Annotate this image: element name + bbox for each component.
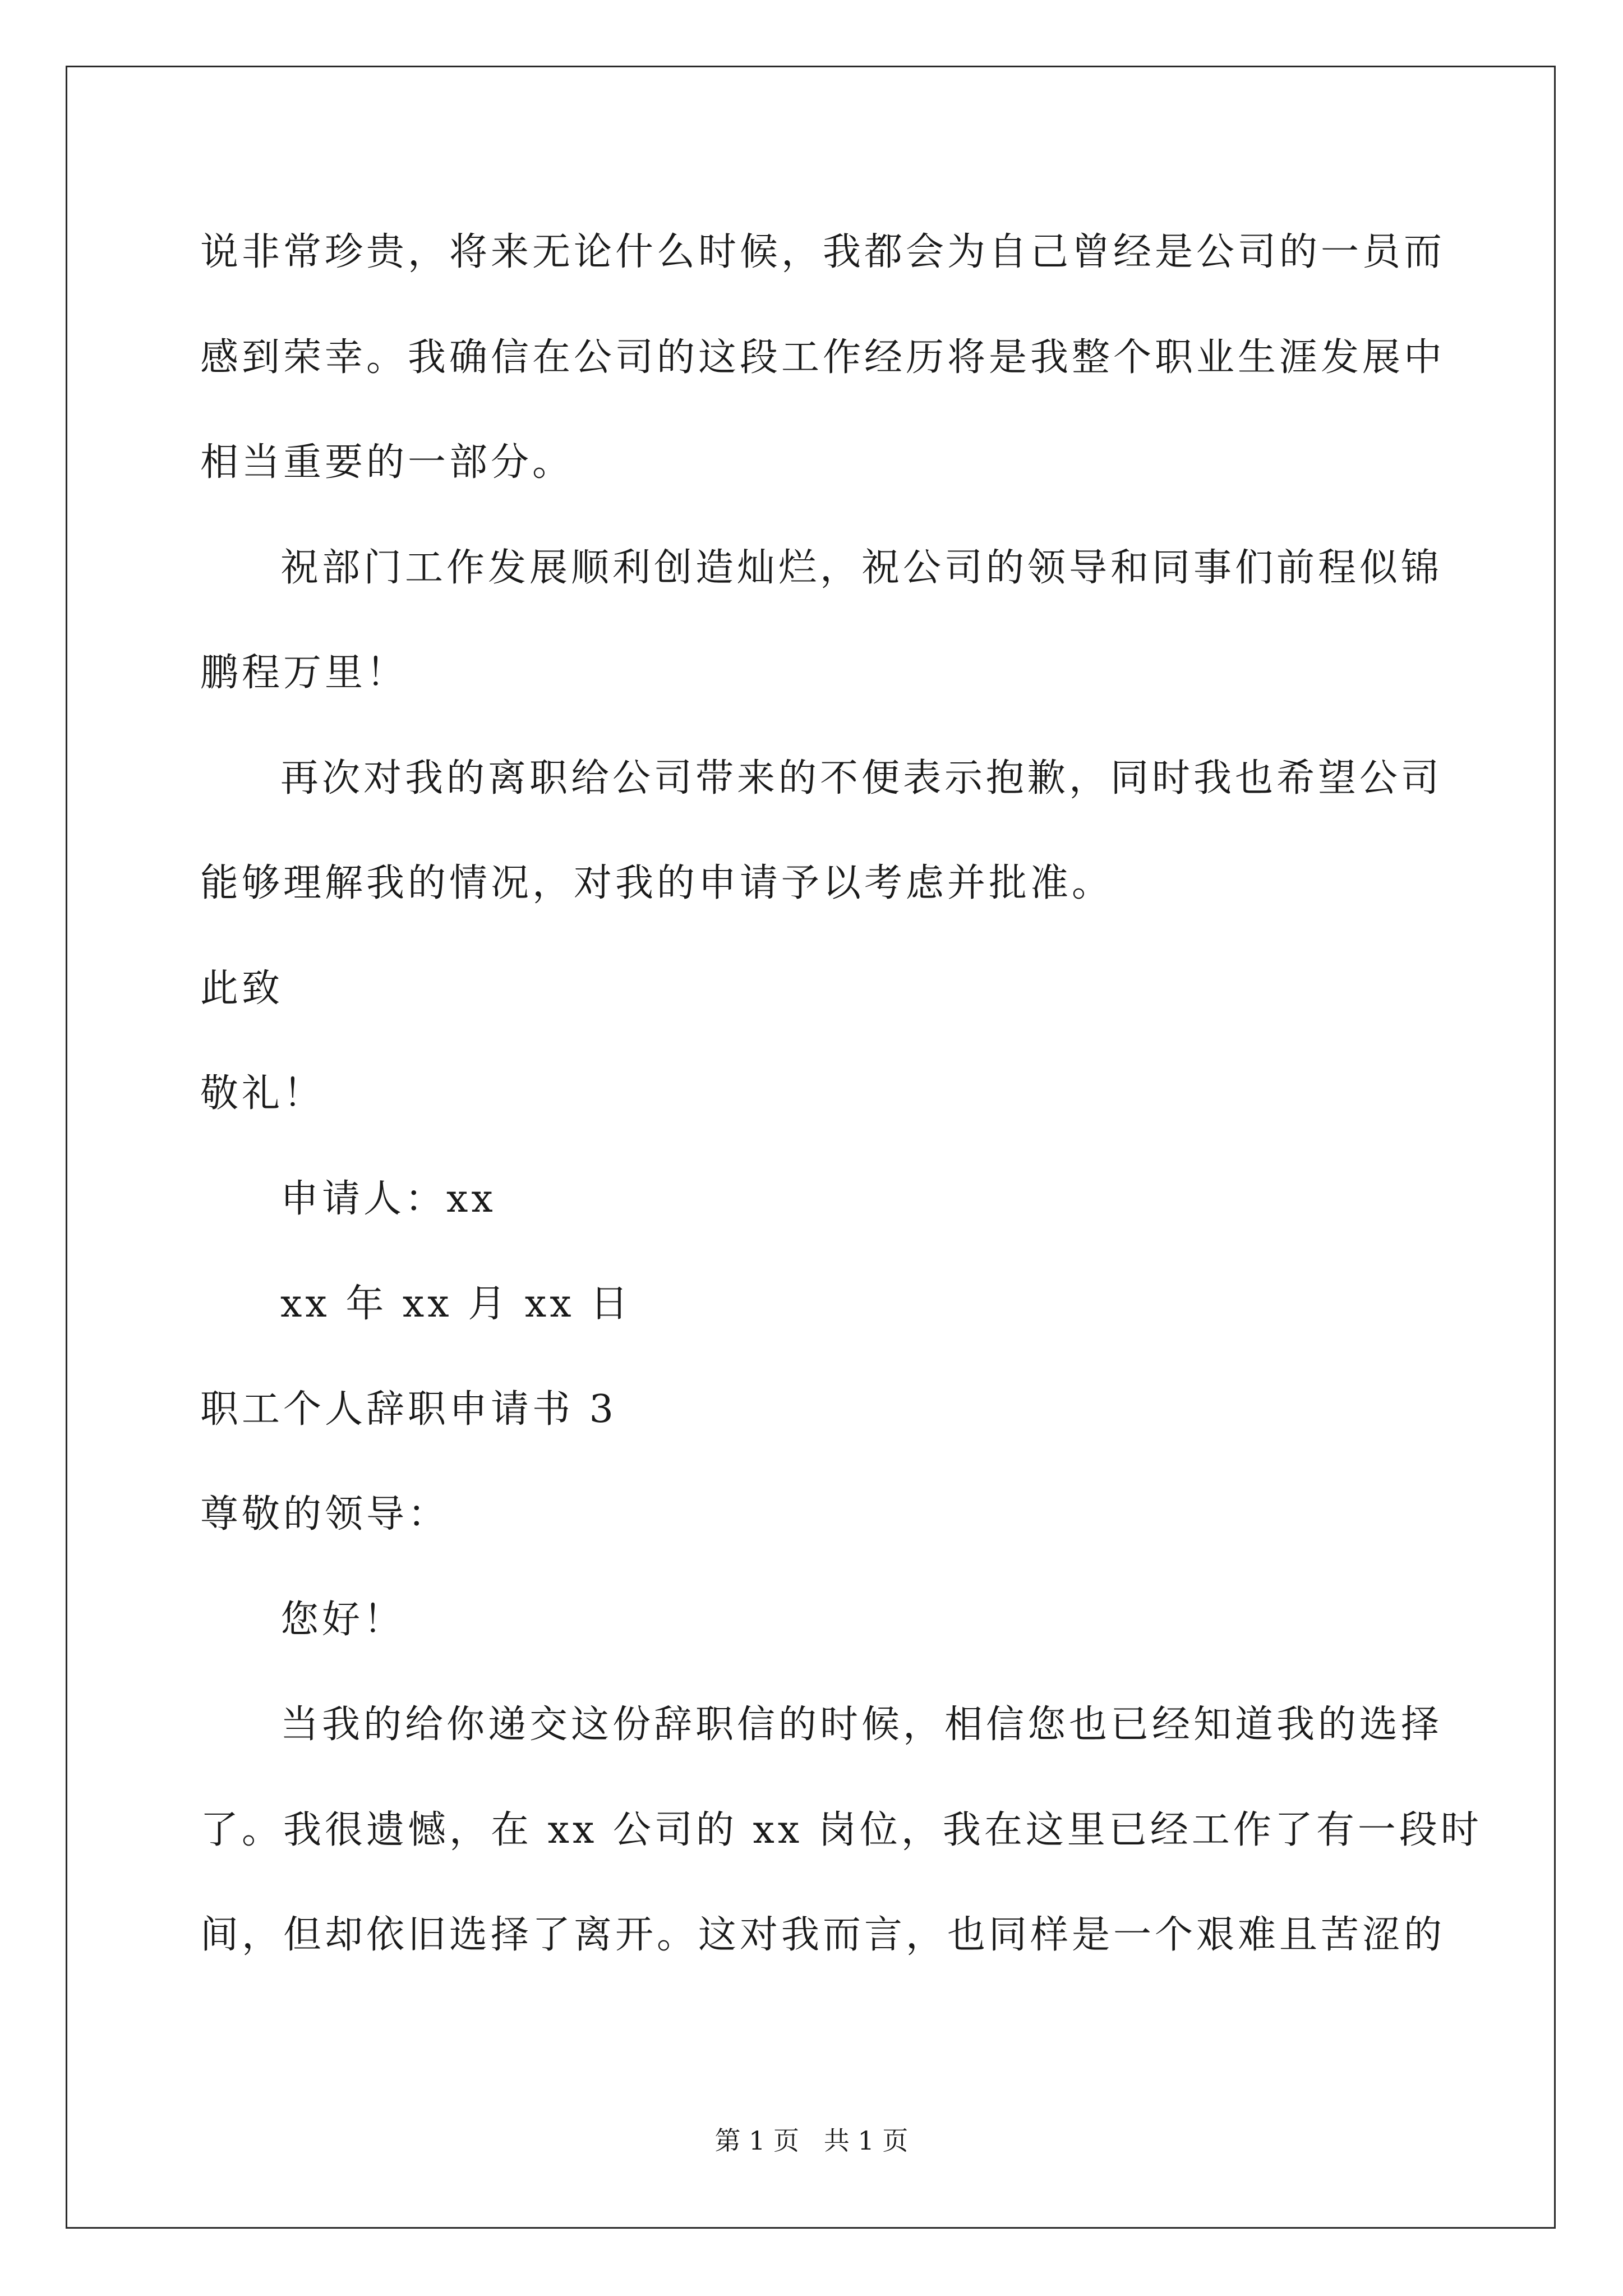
regards: 敬礼！ <box>200 1071 325 1116</box>
body-line-6: 再次对我的离职给公司带来的不便表示抱歉，同时我也希望公司 <box>280 756 1443 800</box>
greeting-hello: 您好！ <box>280 1598 405 1642</box>
page-footer: 第 1 页 共 1 页 <box>714 2125 909 2156</box>
body-line-5: 鹏程万里！ <box>200 651 408 695</box>
body-line-7: 能够理解我的情况，对我的申请予以考虑并批准。 <box>200 861 1114 905</box>
applicant-line: 申请人：xx <box>280 1177 496 1221</box>
section-title: 职工个人辞职申请书 3 <box>200 1387 617 1432</box>
body-line-1: 说非常珍贵，将来无论什么时候，我都会为自己曾经是公司的一员而 <box>200 230 1446 274</box>
body-line-9: 了。我很遗憾，在 xx 公司的 xx 岗位，我在这里已经工作了有一段时 <box>200 1808 1482 1852</box>
body-line-10: 间，但却依旧选择了离开。这对我而言，也同样是一个艰难且苦涩的 <box>200 1913 1446 1957</box>
body-line-2: 感到荣幸。我确信在公司的这段工作经历将是我整个职业生涯发展中 <box>200 335 1446 380</box>
body-line-3: 相当重要的一部分。 <box>200 440 574 485</box>
body-line-4: 祝部门工作发展顺利创造灿烂，祝公司的领导和同事们前程似锦 <box>280 546 1443 590</box>
date-line: xx 年 xx 月 xx 日 <box>280 1282 632 1326</box>
page-border <box>66 66 1556 2229</box>
body-line-8: 当我的给你递交这份辞职信的时候，相信您也已经知道我的选择 <box>280 1703 1443 1747</box>
salutation-closing: 此致 <box>200 967 284 1011</box>
greeting-recipient: 尊敬的领导： <box>200 1492 450 1536</box>
